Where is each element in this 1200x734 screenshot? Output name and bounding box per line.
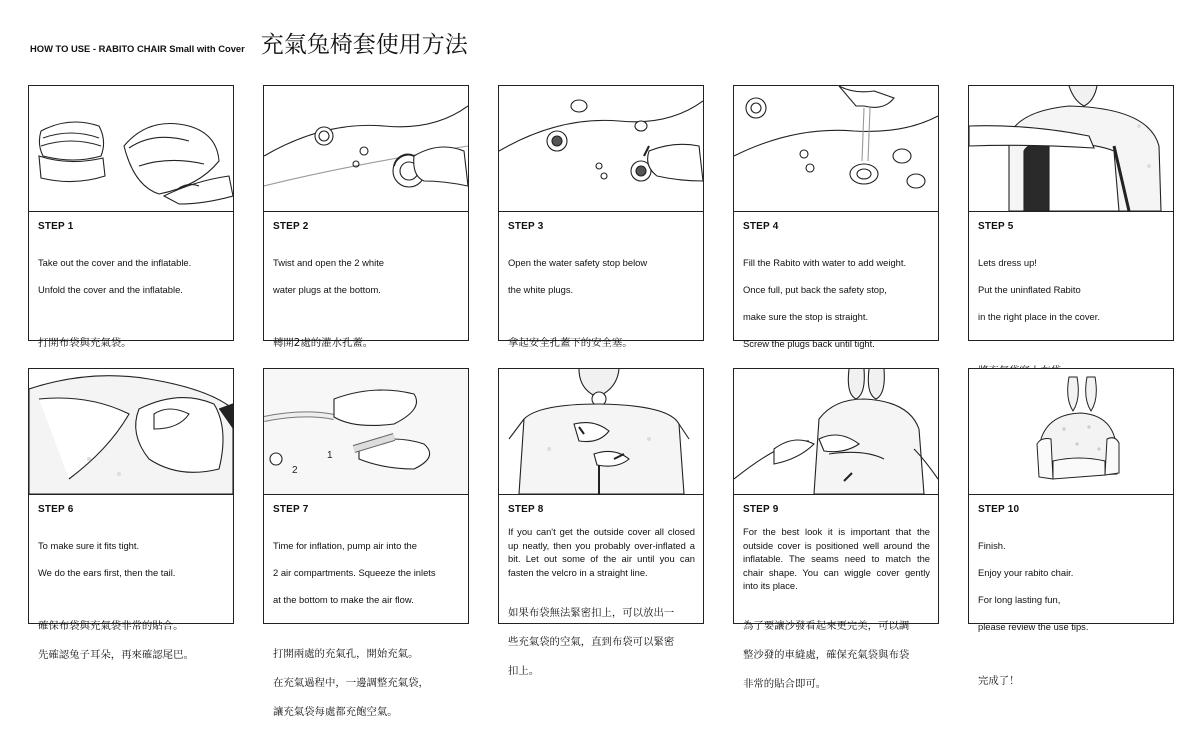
step-5-illustration (969, 86, 1173, 212)
title-zh: 充氣兔椅套使用方法 (260, 32, 468, 58)
step-text-en: make sure the stop is straight. (743, 310, 869, 322)
step-text-zh: 非常的貼合即可。 (743, 678, 827, 691)
step-card-8 (498, 368, 704, 677)
step-text-zh: 讓充氣袋每處都充飽空氣。 (273, 705, 398, 718)
step-text-en: If you can't get the outside cover all closed up neatly, then you probably over-inflated a bit. Let out some of the air until you can fasten the velcro in a straight line. (508, 526, 695, 578)
step-card-4 (733, 85, 939, 350)
step-3-illustration (499, 86, 703, 212)
step-10-illustration (969, 369, 1173, 495)
step-text-en: For the best look it is important that the outside cover is positioned well around the inflatable. The seams need to match the chair shape. You can wiggle cover gently into its place. (743, 526, 930, 592)
step-9-illustration (734, 369, 938, 495)
step-4-illustration (734, 86, 938, 212)
step-text-zh: 在充氣過程中，一邊調整充氣袋， (273, 676, 429, 689)
step-text-en: Twist and open the 2 white (273, 256, 385, 268)
step-text-en: Open the water safety stop below (508, 256, 648, 268)
step-card-6 (28, 368, 234, 662)
step-card-7 (263, 368, 469, 718)
step-text-zh: 先確認兔子耳朵，再來確認尾巴。 (38, 649, 194, 662)
step-label: STEP 7 (273, 504, 309, 515)
step-label: STEP 2 (273, 221, 309, 232)
step-label: STEP 10 (978, 504, 1020, 515)
step-text-en: For long lasting fun, (978, 593, 1061, 605)
step-text-en: Lets dress up! (978, 256, 1037, 268)
marker-1-label: 1 (327, 450, 333, 461)
step-label: STEP 4 (743, 221, 779, 232)
page-title (30, 34, 468, 58)
step-label: STEP 6 (38, 504, 74, 515)
step-text-zh: 如果布袋無法緊密扣上，可以放出一 (508, 606, 675, 619)
step-text-zh: 整沙發的車縫處，確保充氣袋與布袋 (743, 649, 910, 662)
step-text-en: To make sure it fits tight. (38, 539, 140, 551)
step-card-5 (968, 85, 1174, 341)
step-1-illustration (29, 86, 233, 212)
step-text-en: Unfold the cover and the inflatable. (38, 283, 183, 295)
step-text-zh: 扣上。 (508, 664, 540, 677)
step-label: STEP 8 (508, 504, 544, 515)
step-text-zh: 打開兩處的充氣孔，開始充氣。 (273, 647, 419, 660)
step-text-en: Once full, put back the safety stop, (743, 283, 887, 295)
step-text-en: Fill the Rabito with water to add weight. (743, 256, 907, 268)
step-text-en: Finish. (978, 539, 1006, 551)
step-label: STEP 9 (743, 504, 779, 515)
step-text-zh: 為了要讓沙發看起來更完美，可以調 (743, 620, 910, 633)
step-6-illustration (29, 369, 233, 495)
step-text-zh: 拿起安全孔蓋下的安全塞。 (508, 337, 633, 350)
step-text-en: the white plugs. (508, 283, 574, 295)
step-card-10 (968, 368, 1174, 687)
step-text-en: Screw the plugs back until tight. (743, 338, 875, 350)
step-text-en: please review the use tips. (978, 621, 1089, 633)
step-card-3 (498, 85, 704, 350)
step-7-illustration (264, 369, 468, 495)
step-label: STEP 3 (508, 221, 544, 232)
step-card-2 (263, 85, 469, 350)
step-text-zh: 轉開2處的灌水孔蓋。 (273, 337, 374, 350)
step-text-en: Time for inflation, pump air into the (273, 539, 417, 551)
step-text-en: We do the ears first, then the tail. (38, 566, 176, 578)
step-2-illustration (264, 86, 468, 212)
step-text-zh: 確保布袋與充氣袋非常的貼合。 (38, 620, 184, 633)
step-text-en: Take out the cover and the inflatable. (38, 256, 192, 268)
step-card-1 (28, 85, 234, 350)
step-text-zh: 打開布袋與充氣袋。 (38, 337, 132, 350)
step-text-en: at the bottom to make the air flow. (273, 593, 414, 605)
step-text-en: Put the uninflated Rabito (978, 283, 1081, 295)
step-text-zh: 些充氣袋的空氣，直到布袋可以緊密 (508, 635, 675, 648)
step-text-en: Enjoy your rabito chair. (978, 566, 1074, 578)
step-card-9 (733, 368, 939, 691)
step-text-en: 2 air compartments. Squeeze the inlets (273, 566, 436, 578)
step-label: STEP 5 (978, 221, 1014, 232)
marker-2-label: 2 (292, 465, 298, 476)
step-text-zh: 完成了！ (978, 674, 1020, 687)
step-label: STEP 1 (38, 221, 74, 232)
title-en: HOW TO USE - RABITO CHAIR Small with Cover (30, 43, 245, 54)
step-text-en: in the right place in the cover. (978, 310, 1100, 322)
step-8-illustration (499, 369, 703, 495)
step-text-en: water plugs at the bottom. (273, 283, 381, 295)
